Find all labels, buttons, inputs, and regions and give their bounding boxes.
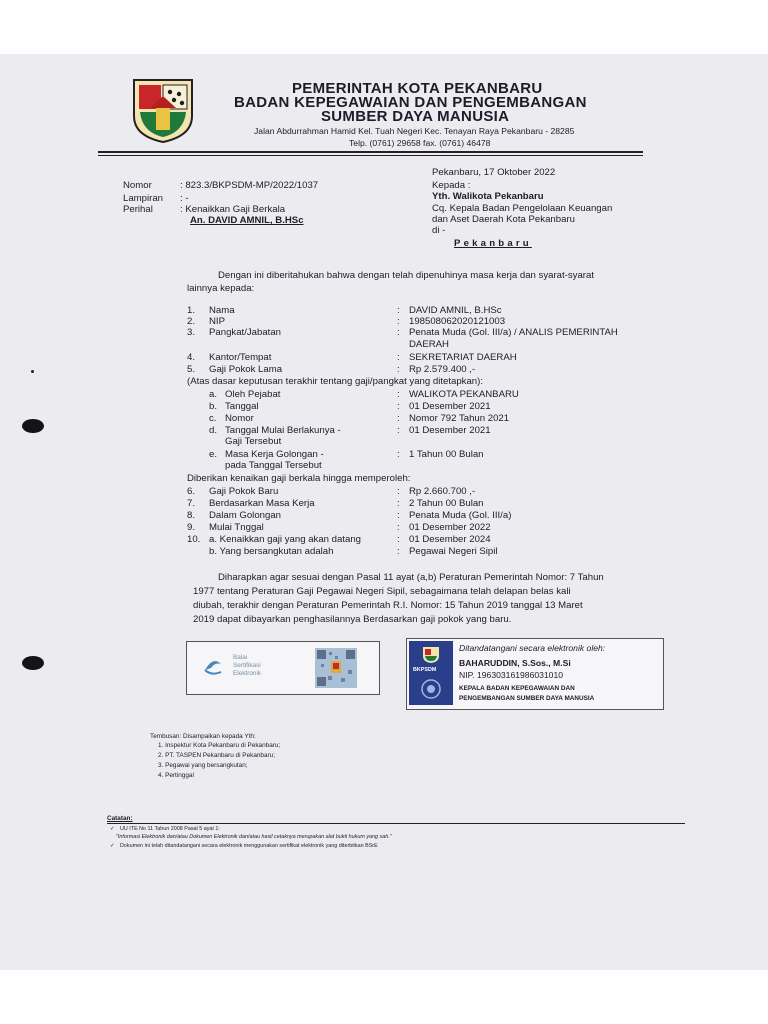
bsre-line2: Sertifikasi (233, 662, 261, 669)
speck (31, 370, 34, 373)
digital-seal-icon (419, 677, 443, 701)
raise-value: Pegawai Negeri Sipil (409, 546, 498, 557)
raise-no: 10. (187, 534, 201, 545)
raise-label: Dalam Golongan (209, 510, 281, 521)
sub-item-colon: : (397, 389, 400, 400)
raise-label: b. Yang bersangkutan adalah (209, 546, 334, 557)
bsre-line3: Elektronik (233, 670, 262, 677)
sub-item-label: Oleh Pejabat (225, 389, 281, 400)
raise-value: Penata Muda (Gol. III/a) (409, 510, 512, 521)
raise-value: 01 Desember 2022 (409, 522, 491, 533)
lampiran-label: Lampiran (123, 193, 163, 204)
sub-item-no: c. (209, 413, 217, 424)
item-label: Pangkat/Jabatan (209, 327, 282, 338)
item-no: 2. (187, 316, 196, 327)
cc-item: 4. Pertinggal (158, 772, 194, 779)
item-value: SEKRETARIAT DAERAH (409, 352, 517, 363)
item-value: Rp 2.579.400 ,- (409, 364, 476, 375)
raise-colon: : (397, 510, 400, 521)
header-line1: PEMERINTAH KOTA PEKANBARU (292, 80, 543, 97)
header-rule-thin (98, 155, 643, 156)
item-colon: : (397, 352, 400, 363)
sub-item-label: Tanggal Mulai Berlakunya - (225, 425, 341, 436)
recipient-yth: Yth. Walikota Pekanbaru (432, 191, 544, 202)
raise-no: 7. (187, 498, 196, 509)
item-colon: : (397, 316, 400, 327)
signer-name: BAHARUDDIN, S.Sos., M.Si (459, 658, 571, 668)
nomor-value: : 823.3/BKPSDM-MP/2022/1037 (180, 180, 319, 191)
sub-item-label-cont: Gaji Tersebut (225, 436, 282, 447)
sub-item-label: Tanggal (225, 401, 259, 412)
sub-item-label: Nomor (225, 413, 254, 424)
sub-item-no: b. (209, 401, 218, 412)
header-line2: BADAN KEPEGAWAIAN DAN PENGEMBANGAN (234, 94, 587, 111)
crest-small-icon (422, 646, 440, 664)
raise-value: 01 Desember 2024 (409, 534, 491, 545)
item-colon: : (397, 327, 400, 338)
check-icon: ✓ (110, 843, 115, 849)
raise-colon: : (397, 498, 400, 509)
nomor-label: Nomor (123, 180, 152, 191)
document-page (0, 54, 768, 970)
sub-item-value: WALIKOTA PEKANBARU (409, 389, 519, 400)
sub-item-label-cont: pada Tanggal Tersebut (225, 460, 322, 471)
notes-line1: UU ITE No 11 Tahun 2008 Pasal 5 ayat 1: (120, 826, 220, 832)
header-phone: Telp. (0761) 29658 fax. (0761) 46478 (349, 138, 491, 148)
cc-title: Tembusan: Disampaikan kepada Yth: (150, 733, 256, 740)
item-label: Gaji Pokok Lama (209, 364, 283, 375)
item-colon: : (397, 364, 400, 375)
item-value: DAVID AMNIL, B.HSc (409, 305, 502, 316)
recipient-di: di - (432, 225, 446, 236)
notes-line2: "Informasi Elektronik dan/atau Dokumen Elektronik dan/atau hasil cetaknya merupakan alat bukti hukum yang sah." (116, 834, 392, 840)
signer-nip: NIP. 196303161986031010 (459, 670, 564, 680)
sub-item-colon: : (397, 425, 400, 436)
bsre-logo-icon (201, 654, 225, 678)
bkpsdm-badge (409, 641, 453, 705)
item-value: Penata Muda (Gol. III/a) / ANALIS PEMERINTAH (409, 327, 618, 338)
closing-line3: diubah, terakhir dengan Peraturan Pemerintah R.I. Nomor: 15 Tahun 2019 tanggal 13 Maret (193, 600, 583, 611)
notes-rule (107, 823, 685, 824)
kepada-label: Kepada : (432, 180, 471, 191)
raise-label: a. Kenaikkan gaji yang akan datang (209, 534, 362, 545)
closing-line4: 2019 dapat dibayarkan penghasilannya Berdasarkan gaji pokok yang baru. (193, 614, 512, 625)
recipient-cq2: dan Aset Daerah Kota Pekanbaru (432, 214, 575, 225)
item-value: 198508062020121003 (409, 316, 506, 327)
closing-line2: 1977 tentang Peraturan Gaji Pegawai Negeri Sipil, sebagaimana telah delapan belas kali (193, 586, 571, 597)
signer-position1: KEPALA BADAN KEPEGAWAIAN DAN (459, 685, 575, 692)
item-no: 5. (187, 364, 196, 375)
raise-value: 2 Tahun 00 Bulan (409, 498, 484, 509)
item-no: 3. (187, 327, 196, 338)
item-colon: : (397, 305, 400, 316)
raise-colon: : (397, 534, 400, 545)
sub-item-value: 1 Tahun 00 Bulan (409, 449, 484, 460)
sub-item-colon: : (397, 449, 400, 460)
intro-line1: Dengan ini diberitahukan bahwa dengan telah dipenuhinya masa kerja dan syarat-syarat (218, 270, 595, 281)
sub-item-no: d. (209, 425, 218, 436)
raise-no: 9. (187, 522, 196, 533)
basis-note: (Atas dasar keputusan terakhir tentang gaji/pangkat yang ditetapkan): (187, 376, 483, 387)
item-label: Nama (209, 305, 235, 316)
raise-colon: : (397, 546, 400, 557)
sub-item-no: e. (209, 449, 218, 460)
header-rule (98, 151, 643, 153)
notes-title: Catatan: (107, 815, 133, 822)
place-date: Pekanbaru, 17 Oktober 2022 (432, 167, 556, 178)
raise-note: Diberikan kenaikan gaji berkala hingga memperoleh: (187, 473, 411, 484)
sub-item-colon: : (397, 413, 400, 424)
binder-hole-top (22, 419, 44, 433)
sub-item-label: Masa Kerja Golongan - (225, 449, 324, 460)
notes-line3: Dokumen ini telah ditandatangani secara elektronik menggunakan sertifikat elektronik yang diterbitkan BSrE (120, 843, 378, 849)
sub-item-value: 01 Desember 2021 (409, 425, 491, 436)
city-crest-icon (130, 78, 196, 144)
item-label: Kantor/Tempat (209, 352, 272, 363)
signer-position2: PENGEMBANGAN SUMBER DAYA MANUSIA (459, 695, 595, 702)
perihal-label: Perihal (123, 204, 153, 215)
signature-title: Ditandatangani secara elektronik oleh: (459, 643, 606, 653)
cc-item: 3. Pegawai yang bersangkutan; (158, 762, 248, 769)
cc-item: 2. PT. TASPEN Pekanbaru di Pekanbaru; (158, 752, 275, 759)
closing-line1: Diharapkan agar sesuai dengan Pasal 11 ayat (a,b) Peraturan Pemerintah Nomor: 7 Tahun (218, 572, 604, 583)
signature-box (406, 638, 664, 710)
cc-item: 1. Inspektur Kota Pekanbaru di Pekanbaru; (158, 742, 281, 749)
recipient-cq1: Cq. Kepala Badan Pengelolaan Keuangan (432, 203, 613, 214)
item-no: 1. (187, 305, 196, 316)
bsre-line1: Balai (233, 654, 248, 661)
recipient-city: Pekanbaru (454, 238, 532, 249)
item-label: NIP (209, 316, 225, 327)
sub-item-value: 01 Desember 2021 (409, 401, 491, 412)
raise-no: 6. (187, 486, 196, 497)
raise-no: 8. (187, 510, 196, 521)
raise-label: Gaji Pokok Baru (209, 486, 279, 497)
perihal-an: An. DAVID AMNIL, B.HSc (190, 215, 304, 226)
raise-label: Berdasarkan Masa Kerja (209, 498, 315, 509)
raise-colon: : (397, 486, 400, 497)
sub-item-no: a. (209, 389, 218, 400)
badge-label: BKPSDM (413, 667, 437, 673)
binder-hole-bottom (22, 656, 44, 670)
check-icon: ✓ (110, 826, 115, 832)
item-no: 4. (187, 352, 196, 363)
sub-item-colon: : (397, 401, 400, 412)
raise-label: Mulai Tnggal (209, 522, 264, 533)
bsre-stamp (186, 641, 380, 695)
qr-code-icon (315, 648, 357, 688)
item-value-cont: DAERAH (409, 339, 449, 350)
intro-line2: lainnya kepada: (187, 283, 255, 294)
perihal-value: : Kenaikkan Gaji Berkala (180, 204, 286, 215)
raise-colon: : (397, 522, 400, 533)
raise-value: Rp 2.660.700 ,- (409, 486, 476, 497)
header-address: Jalan Abdurrahman Hamid Kel. Tuah Negeri Kec. Tenayan Raya Pekanbaru - 28285 (254, 126, 575, 136)
header-line3: SUMBER DAYA MANUSIA (321, 108, 510, 125)
sub-item-value: Nomor 792 Tahun 2021 (409, 413, 510, 424)
lampiran-value: : - (180, 193, 189, 204)
